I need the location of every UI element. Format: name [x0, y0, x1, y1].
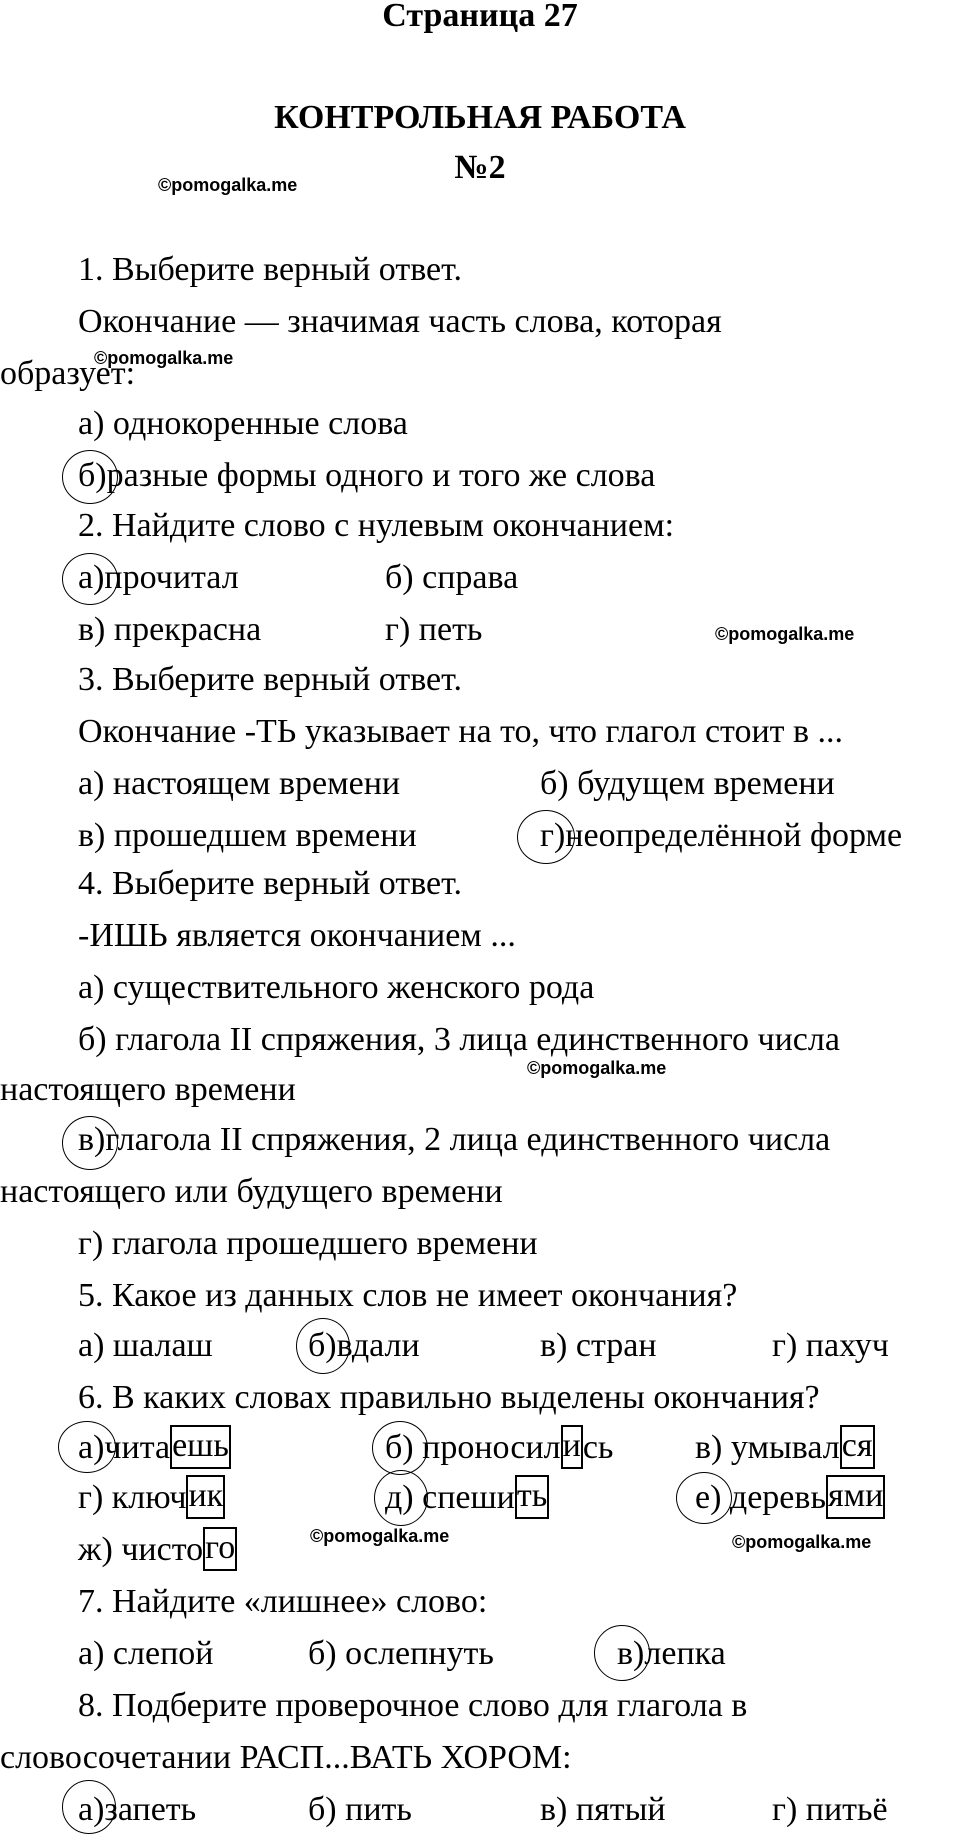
option-label: б) [385, 1429, 414, 1466]
question-4-option-b-cont: настоящего времени [0, 1071, 296, 1108]
option-label: б) [540, 765, 569, 802]
option-label: в) [540, 1791, 568, 1828]
question-6-option-e[interactable] [385, 1478, 549, 1519]
ending-box: ешь [170, 1425, 231, 1469]
question-5-option-b[interactable] [308, 1326, 420, 1366]
option-stem: спеши [422, 1479, 515, 1516]
option-stem: чита [104, 1429, 171, 1466]
option-text: пить [345, 1791, 412, 1828]
watermark: ©pomogalka.me [732, 1532, 872, 1552]
option-label: б) [78, 457, 107, 494]
question-5-option-a[interactable] [78, 1326, 213, 1366]
option-label: в) [78, 817, 106, 854]
option-text: ослепнуть [345, 1635, 494, 1672]
watermark: ©pomogalka.me [527, 1058, 667, 1078]
work-number: №2 [454, 149, 506, 186]
option-label: б) [308, 1635, 337, 1672]
question-6-option-a[interactable] [78, 1428, 231, 1469]
question-7-title: 7. Найдите «лишнее» слово: [78, 1583, 488, 1620]
option-label: ж) [78, 1531, 113, 1568]
option-text: глагола II спряжения, 2 лица единственного числа [105, 1121, 831, 1158]
option-label: в) [540, 1327, 568, 1364]
question-4-option-c-cont: настоящего или будущего времени [0, 1173, 503, 1210]
question-6-title: 6. В каких словах правильно выделены окончания? [78, 1379, 820, 1416]
ending-box: ся [840, 1425, 875, 1469]
option-stem: проносил [422, 1429, 561, 1466]
question-1-option-b[interactable] [78, 456, 655, 496]
ending-box: ик [186, 1475, 225, 1519]
option-text: будущем времени [577, 765, 835, 802]
question-1-stem-cont: образует: [0, 355, 136, 392]
option-label: а) [78, 405, 105, 442]
option-label: г) [772, 1791, 798, 1828]
question-3-stem: Окончание -ТЬ указывает на то, что глагол стоит в ... [78, 713, 844, 750]
question-5-option-c[interactable] [540, 1326, 657, 1366]
question-4-option-c[interactable] [78, 1120, 830, 1160]
option-label: а) [78, 1327, 105, 1364]
question-7-option-b[interactable] [308, 1634, 494, 1674]
option-label: г) [385, 611, 411, 648]
option-label: д) [385, 1479, 414, 1516]
watermark: ©pomogalka.me [715, 624, 855, 644]
option-text: слепой [112, 1635, 214, 1672]
option-stem: ключ [111, 1479, 187, 1516]
question-6-option-c[interactable] [695, 1428, 875, 1469]
question-8-title: 8. Подберите проверочное слово для глагола в [78, 1687, 748, 1724]
question-7-option-a[interactable] [78, 1634, 213, 1674]
question-6-option-d[interactable] [78, 1478, 225, 1519]
option-stem: деревь [729, 1479, 826, 1516]
option-text: запеть [104, 1791, 197, 1828]
question-8-option-c[interactable] [540, 1790, 666, 1830]
option-text: лепка [644, 1635, 726, 1672]
question-6-option-b[interactable] [385, 1428, 613, 1469]
question-2-option-c[interactable] [78, 610, 261, 650]
option-stem: чисто [121, 1531, 204, 1568]
option-text: питьё [805, 1791, 888, 1828]
option-label: в) [695, 1429, 723, 1466]
option-label: г) [78, 1225, 104, 1262]
option-label: а) [78, 969, 105, 1006]
option-label: в) [617, 1635, 645, 1672]
ending-box: и [561, 1425, 583, 1469]
option-stem: умывал [730, 1429, 840, 1466]
ending-box: ями [826, 1475, 885, 1519]
question-3-option-d[interactable] [540, 816, 902, 856]
question-8-option-b[interactable] [308, 1790, 412, 1830]
question-4-option-a[interactable] [78, 968, 594, 1008]
option-text: вдали [336, 1327, 420, 1364]
question-2-option-b[interactable] [385, 558, 518, 598]
option-label: в) [78, 1121, 106, 1158]
option-label: г) [540, 817, 566, 854]
option-label: б) [385, 559, 414, 596]
option-label: б) [78, 1021, 107, 1058]
work-title: КОНТРОЛЬНАЯ РАБОТА [274, 99, 686, 136]
question-2-option-a[interactable] [78, 558, 239, 598]
option-text: шалаш [112, 1327, 213, 1364]
question-2-title: 2. Найдите слово с нулевым окончанием: [78, 507, 675, 544]
page-title: Страница 27 [382, 0, 578, 34]
option-text: справа [422, 559, 519, 596]
option-label: а) [78, 1791, 105, 1828]
option-text: глагола II спряжения, 3 лица единственного числа [115, 1021, 840, 1058]
ending-box: ть [515, 1475, 549, 1519]
option-text: стран [575, 1327, 657, 1364]
question-1-title: 1. Выберите верный ответ. [78, 251, 462, 288]
option-label: а) [78, 765, 105, 802]
option-tail: сь [582, 1429, 614, 1466]
option-text: пахуч [805, 1327, 889, 1364]
question-8-option-d[interactable] [772, 1790, 888, 1830]
question-8-option-a[interactable] [78, 1790, 196, 1830]
question-6-option-g[interactable] [78, 1530, 237, 1571]
question-4-option-d[interactable] [78, 1224, 538, 1264]
question-4-stem: -ИШЬ является окончанием ... [78, 917, 516, 954]
option-label: б) [308, 1327, 337, 1364]
question-3-option-c[interactable] [78, 816, 417, 856]
question-8-title-cont: словосочетании РАСП...ВАТЬ ХОРОМ: [0, 1739, 572, 1776]
question-5-option-d[interactable] [772, 1326, 889, 1366]
question-1-option-a[interactable] [78, 404, 408, 444]
option-text: петь [418, 611, 483, 648]
option-text: прекрасна [113, 611, 262, 648]
option-text: настоящем времени [112, 765, 401, 802]
option-label: а) [78, 1429, 105, 1466]
watermark: ©pomogalka.me [94, 348, 234, 368]
question-3-title: 3. Выберите верный ответ. [78, 661, 462, 698]
option-label: в) [78, 611, 106, 648]
option-text: существительного женского рода [112, 969, 595, 1006]
question-3-option-b[interactable] [540, 764, 835, 804]
watermark: ©pomogalka.me [310, 1526, 450, 1546]
option-text: неопределённой форме [565, 817, 903, 854]
question-1-stem: Окончание — значимая часть слова, которая [78, 303, 722, 340]
question-7-option-c[interactable] [617, 1634, 726, 1674]
ending-box: го [203, 1527, 237, 1571]
option-label: б) [308, 1791, 337, 1828]
option-label: а) [78, 559, 105, 596]
question-4-title: 4. Выберите верный ответ. [78, 865, 462, 902]
option-text: однокоренные слова [112, 405, 408, 442]
option-label: г) [772, 1327, 798, 1364]
option-text: прочитал [104, 559, 239, 596]
option-text: разные формы одного и того же слова [106, 457, 656, 494]
option-text: глагола прошедшего времени [111, 1225, 538, 1262]
question-6-option-f[interactable] [695, 1478, 885, 1519]
option-label: а) [78, 1635, 105, 1672]
question-5-title: 5. Какое из данных слов не имеет окончания? [78, 1277, 738, 1314]
option-label: г) [78, 1479, 104, 1516]
option-label: е) [695, 1479, 722, 1516]
question-4-option-b[interactable] [78, 1020, 840, 1060]
question-2-option-d[interactable] [385, 610, 482, 650]
watermark: ©pomogalka.me [158, 175, 298, 195]
question-3-option-a[interactable] [78, 764, 400, 804]
option-text: прошедшем времени [113, 817, 417, 854]
option-text: пятый [575, 1791, 666, 1828]
